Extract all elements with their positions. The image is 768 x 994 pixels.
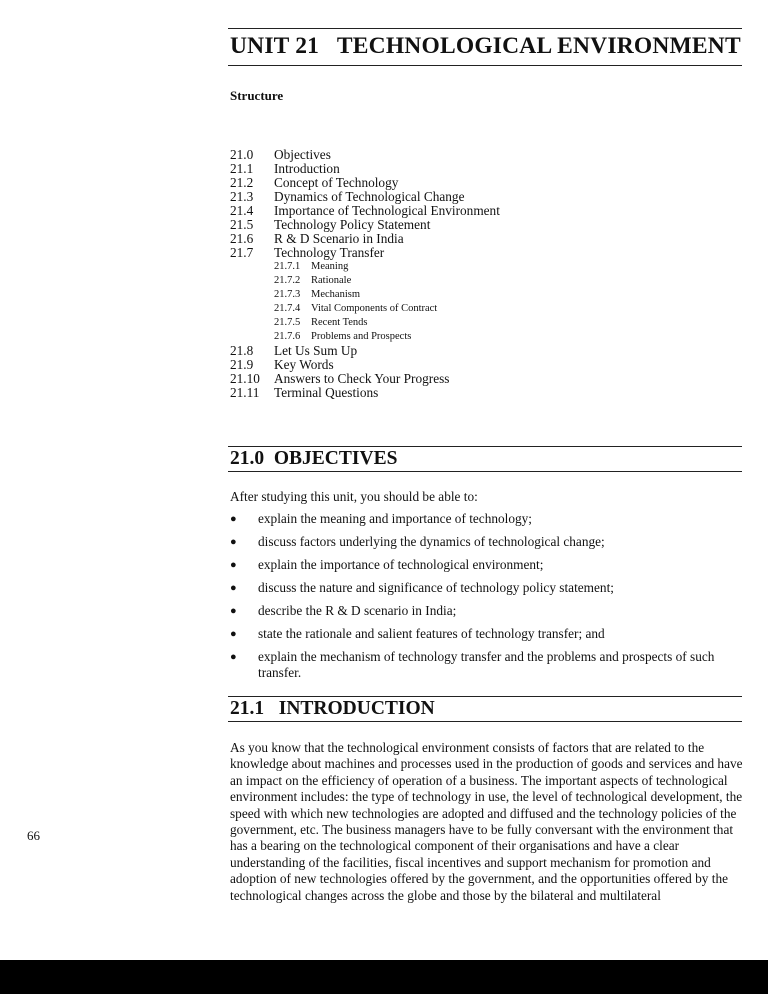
toc-label: Objectives bbox=[274, 147, 331, 162]
toc-subitem bbox=[230, 274, 500, 288]
toc-item bbox=[230, 358, 500, 372]
toc-item bbox=[230, 232, 500, 246]
toc-label: Concept of Technology bbox=[274, 175, 399, 190]
objectives-list bbox=[230, 511, 750, 688]
toc-number: 21.9 bbox=[230, 357, 254, 372]
toc-item bbox=[230, 386, 500, 400]
toc-item bbox=[230, 204, 500, 218]
toc-item bbox=[230, 162, 500, 176]
toc-number: 21.7.1 bbox=[274, 261, 301, 272]
bullet-icon: ● bbox=[230, 536, 237, 548]
toc-label: Recent Tends bbox=[311, 317, 368, 328]
introduction-heading: 21.1 INTRODUCTION bbox=[230, 698, 435, 719]
toc-label: Key Words bbox=[274, 357, 334, 372]
objective-item bbox=[230, 511, 750, 527]
objective-text: discuss the nature and significance of technology policy statement; bbox=[258, 580, 614, 595]
toc-label: Meaning bbox=[311, 261, 349, 272]
toc-label: Technology Transfer bbox=[274, 245, 385, 260]
toc-label: Dynamics of Technological Change bbox=[274, 189, 465, 204]
toc-number: 21.6 bbox=[230, 231, 254, 246]
objectives-heading: 21.0 OBJECTIVES bbox=[230, 448, 398, 469]
introduction-top-rule bbox=[228, 696, 742, 697]
bullet-icon: ● bbox=[230, 559, 237, 571]
bullet-icon: ● bbox=[230, 651, 237, 663]
toc-subitem bbox=[230, 316, 500, 330]
toc-number: 21.7.5 bbox=[274, 317, 301, 328]
objective-text: explain the importance of technological environment; bbox=[258, 557, 544, 572]
objective-item bbox=[230, 580, 750, 596]
toc-item bbox=[230, 176, 500, 190]
structure-label: Structure bbox=[230, 88, 284, 103]
toc-number: 21.7.3 bbox=[274, 289, 301, 300]
toc-subitem bbox=[230, 302, 500, 316]
bullet-icon: ● bbox=[230, 513, 237, 525]
unit-title: UNIT 21 TECHNOLOGICAL ENVIRONMENT bbox=[230, 33, 741, 59]
objective-text: state the rationale and salient features of technology transfer; and bbox=[258, 626, 605, 641]
bullet-icon: ● bbox=[230, 605, 237, 617]
toc-label: Rationale bbox=[311, 275, 352, 286]
objective-item bbox=[230, 649, 750, 682]
table-of-contents bbox=[230, 148, 500, 400]
toc-number: 21.5 bbox=[230, 217, 254, 232]
toc-number: 21.4 bbox=[230, 203, 254, 218]
toc-label: R & D Scenario in India bbox=[274, 231, 404, 246]
objective-text: discuss factors underlying the dynamics of technological change; bbox=[258, 534, 605, 549]
title-top-rule bbox=[228, 28, 742, 29]
toc-number: 21.7.6 bbox=[274, 331, 301, 342]
objectives-bottom-rule bbox=[228, 471, 742, 472]
toc-label: Let Us Sum Up bbox=[274, 343, 358, 358]
toc-item bbox=[230, 344, 500, 358]
scan-border-bar bbox=[0, 960, 768, 994]
toc-label: Terminal Questions bbox=[274, 385, 379, 400]
bullet-icon: ● bbox=[230, 628, 237, 640]
toc-item bbox=[230, 190, 500, 204]
objective-item bbox=[230, 534, 750, 550]
objectives-intro: After studying this unit, you should be able to: bbox=[230, 489, 478, 504]
toc-item bbox=[230, 372, 500, 386]
introduction-paragraph: As you know that the technological environment consists of factors that are related to the knowledge about machines and processes used in the production of goods and services and have an impact on the efficiency of operation of a business. The important aspects of technological environment includes: the type of technology in use, the level of technological development, the speed with which new technologies are adopted and diffused and the technology policies of the government, etc. The business managers have to be fully conversant with the environment that has a bearing on the technological component of their organisations and have a clear understanding of the facilities, fiscal incentives and support mechanism for promotion and adoption of new technologies offered by the government, and the opportunities offered by the technological changes across the globe and those by the bilateral and multilateral bbox=[230, 740, 743, 903]
introduction-bottom-rule bbox=[228, 721, 742, 722]
toc-subitem bbox=[230, 260, 500, 274]
toc-subitem bbox=[230, 288, 500, 302]
toc-number: 21.10 bbox=[230, 371, 260, 386]
toc-number: 21.11 bbox=[230, 385, 260, 400]
toc-item bbox=[230, 148, 500, 162]
toc-subitem bbox=[230, 330, 500, 344]
title-bottom-rule bbox=[228, 65, 742, 66]
toc-number: 21.0 bbox=[230, 147, 254, 162]
toc-label: Importance of Technological Environment bbox=[274, 203, 500, 218]
toc-label: Problems and Prospects bbox=[311, 331, 412, 342]
toc-label: Vital Components of Contract bbox=[311, 303, 438, 314]
toc-number: 21.7.4 bbox=[274, 303, 301, 314]
objective-item bbox=[230, 557, 750, 573]
toc-label: Introduction bbox=[274, 161, 340, 176]
toc-number: 21.7.2 bbox=[274, 275, 301, 286]
toc-number: 21.3 bbox=[230, 189, 254, 204]
toc-number: 21.7 bbox=[230, 245, 254, 260]
objective-item bbox=[230, 626, 750, 642]
objective-text: explain the mechanism of technology transfer and the problems and prospects of such transfer. bbox=[258, 649, 715, 681]
toc-item bbox=[230, 218, 500, 232]
toc-label: Answers to Check Your Progress bbox=[274, 371, 450, 386]
objective-text: describe the R & D scenario in India; bbox=[258, 603, 457, 618]
page-number: 66 bbox=[27, 828, 40, 843]
bullet-icon: ● bbox=[230, 582, 237, 594]
objective-item bbox=[230, 603, 750, 619]
toc-number: 21.2 bbox=[230, 175, 254, 190]
toc-number: 21.1 bbox=[230, 161, 254, 176]
objectives-top-rule bbox=[228, 446, 742, 447]
toc-item bbox=[230, 246, 500, 260]
toc-label: Mechanism bbox=[311, 289, 360, 300]
toc-number: 21.8 bbox=[230, 343, 254, 358]
toc-label: Technology Policy Statement bbox=[274, 217, 431, 232]
objective-text: explain the meaning and importance of technology; bbox=[258, 511, 532, 526]
